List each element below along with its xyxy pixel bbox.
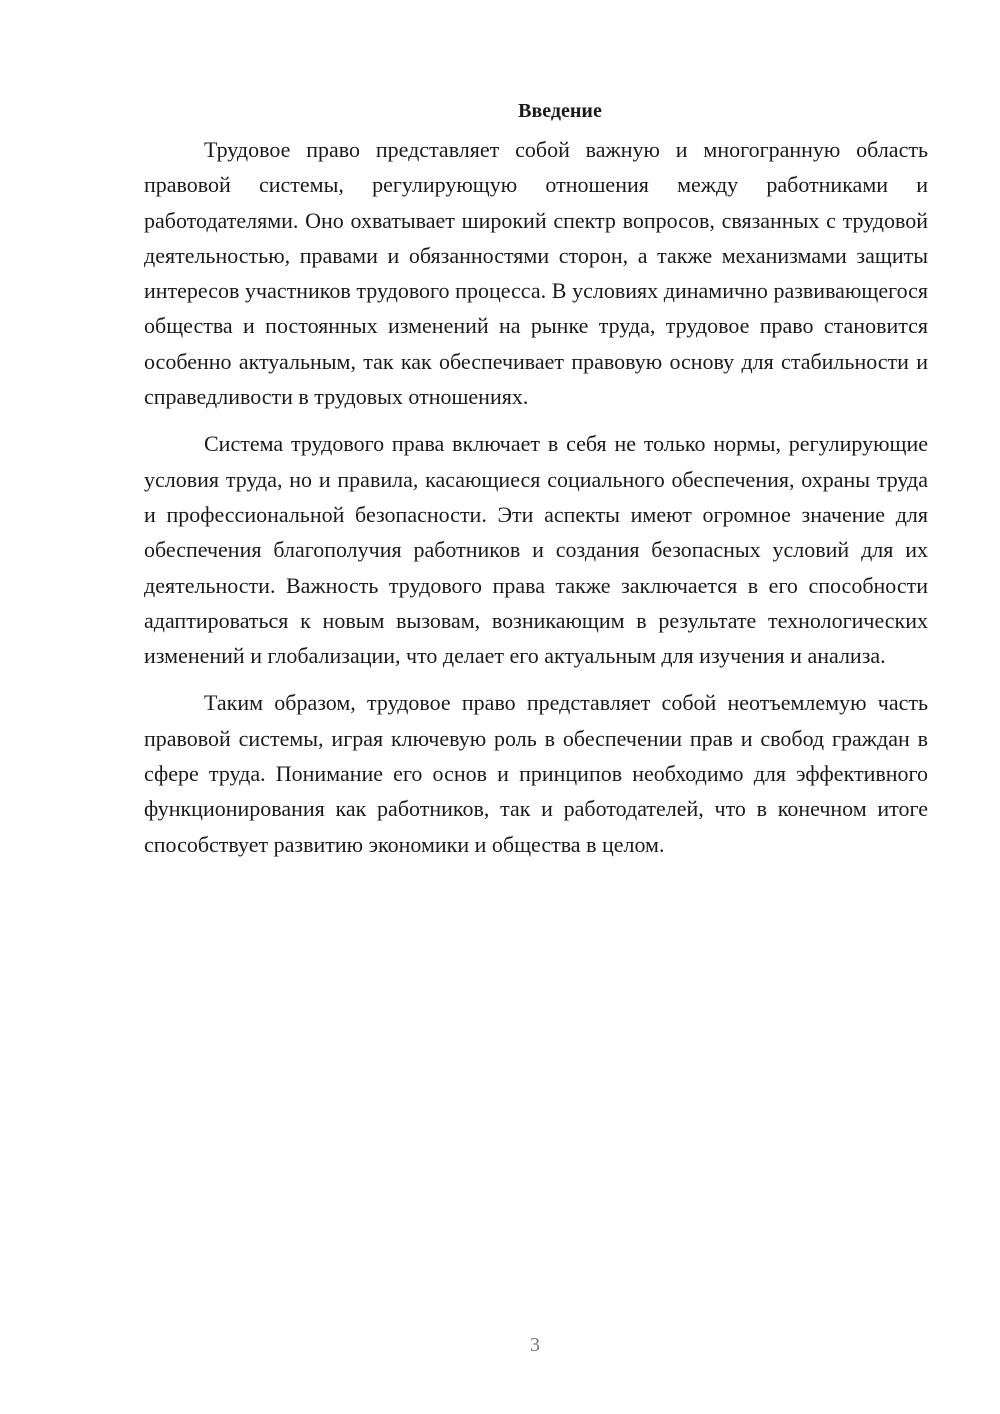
page-number: 3	[530, 1334, 540, 1356]
section-title: Введение	[518, 100, 602, 122]
page-content	[144, 96, 928, 862]
paragraph-2: Система трудового права включает в себя не только нормы, регулирующие условия труда, но и правила, касающиеся социального обеспечения, охраны труда и профессиональной безопасности. Эти аспекты имеют огромное значение для обеспечения благополучия работников и создания безопасных условий для их деятельности. Важность трудового права также заключается в его способности адаптироваться к новым вызовам, возникающим в результате технологических изменений и глобализации, что делает его актуальным для изучения и анализа.	[144, 431, 928, 669]
paragraph-3: Таким образом, трудовое право представляет собой неотъемлемую часть правовой системы, играя ключевую роль в обеспечении прав и свобод граждан в сфере труда. Понимание его основ и принципов необходимо для эффективного функционирования как работников, так и работодателей, что в конечном итоге способствует развитию экономики и общества в целом.	[144, 690, 928, 857]
paragraph-1: Трудовое право представляет собой важную и многогранную область правовой системы, регулирующую отношения между работниками и работодателями. Оно охватывает широкий спектр вопросов, связанных с трудовой деятельностью, правами и обязанностями сторон, а также механизмами защиты интересов участников трудового процесса. В условиях динамично развивающегося общества и постоянных изменений на рынке труда, трудовое право становится особенно актуальным, так как обеспечивает правовую основу для стабильности и справедливости в трудовых отношениях.	[144, 137, 928, 410]
